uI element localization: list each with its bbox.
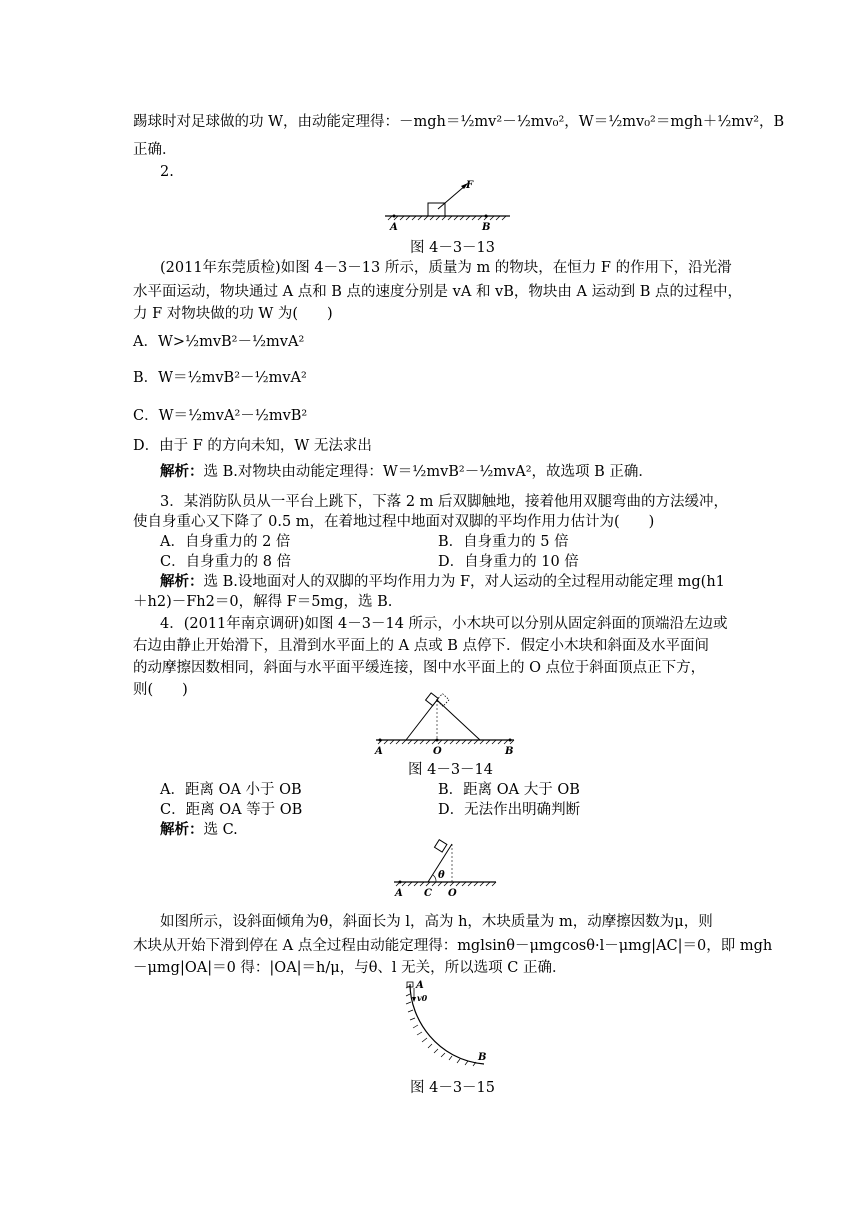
answer-text: ＋h2)－Fh2＝0，解得 F＝5mg，选 B. [133,594,393,610]
option-c: C．W＝½mvA²－½mvB² [133,408,308,424]
question-stem: 则( ) [133,682,188,698]
velocity-v0-label: v0 [417,993,428,1003]
option-c: C．自身重力的 8 倍 [160,554,292,570]
text-line: 正确． [133,142,177,158]
text-line: 踢球时对足球做的功 W，由动能定理得：－mgh＝½mv²－½mv₀²，W＝½mv₀²＝mgh＋½mv²，B [133,114,785,130]
option-b: B．自身重力的 5 倍 [438,534,569,550]
answer-label: 解析： [160,821,204,838]
question-stem: (2011年东莞质检)如图 4－3－13 所示，质量为 m 的物块，在恒力 F 的作用下，沿光滑 [160,260,732,276]
option-a: A．W>½mvB²－½mvA² [133,334,305,350]
question-stem: 的动摩擦因数相同，斜面与水平面平缓连接，图中水平面上的 O 点位于斜面顶点正下方， [133,660,706,676]
angle-theta-label: θ [438,870,445,881]
answer [160,820,238,840]
question-stem: 力 F 对物块做的功 W 为( ) [133,306,333,322]
force-f-label: F [466,180,474,191]
question-number: 2. [160,164,174,180]
point-a-label: A [390,222,398,233]
option-a: A．距离 OA 小于 OB [160,782,302,798]
explanation-text: －μmg|OA|＝0 得：|OA|＝h/μ，与θ、l 无关，所以选项 C 正确． [133,960,567,976]
option-d: D．由于 F 的方向未知，W 无法求出 [133,438,372,454]
figure-explanation [390,836,500,900]
option-b: B．距离 OA 大于 OB [438,782,580,798]
question-stem: 水平面运动，物块通过 A 点和 B 点的速度分别是 vA 和 vB，物块由 A 运动到 B 点的过程中， [133,284,742,300]
question-stem: 3．某消防队员从一平台上跳下，下落 2 m 后双脚触地，接着他用双腿弯曲的方法缓冲， [160,494,729,510]
answer-text: 选 C. [203,822,238,838]
option-c: C．距离 OA 等于 OB [160,802,303,818]
explanation-text: 木块从开始下滑到停在 A 点全过程由动能定理得：mglsinθ－μmgcosθ·l－μmg|AC|＝0，即 mgh [133,938,773,954]
option-d: D．无法作出明确判断 [438,802,581,818]
point-o-label: O [448,888,457,899]
question-stem: 4．(2011年南京调研)如图 4－3－14 所示，小木块可以分别从固定斜面的顶端沿左边或 [160,616,728,632]
question-stem: 使自身重心又下降了 0.5 m，在着地过程中地面对双脚的平均作用力估计为( ) [133,514,655,530]
answer-label: 解析： [160,463,204,480]
point-b-label: B [478,1052,487,1063]
option-b: B．W＝½mvB²－½mvA² [133,370,307,386]
answer [160,572,725,592]
option-d: D．自身重力的 10 倍 [438,554,579,570]
figure-4-3-15 [398,980,498,1074]
point-b-label: B [505,746,514,756]
figure-caption: 图 4－3－13 [410,240,496,256]
figure-caption: 图 4－3－14 [408,762,494,778]
point-a-label: A [416,980,424,991]
figure-caption: 图 4－3－15 [410,1080,496,1096]
figure-4-3-14 [370,692,520,756]
point-o-label: O [433,746,442,756]
answer-text: 选 B.设地面对人的双脚的平均作用力为 F，对人运动的全过程用动能定理 mg(h1 [203,574,725,590]
option-a: A．自身重力的 2 倍 [160,534,291,550]
answer-label: 解析： [160,573,204,590]
question-stem: 右边由静止开始滑下，且滑到水平面上的 A 点或 B 点停下．假定小木块和斜面及水平面间 [133,638,710,654]
point-c-label: C [424,888,432,899]
figure-4-3-13 [380,176,520,236]
answer-text: 选 B.对物块由动能定理得：W＝½mvB²－½mvA²，故选项 B 正确． [203,464,653,480]
point-a-label: A [375,746,383,756]
answer [160,462,653,482]
point-b-label: B [482,222,491,233]
explanation-text: 如图所示，设斜面倾角为θ，斜面长为 l，高为 h，木块质量为 m，动摩擦因数为μ，则 [160,914,713,930]
point-a-label: A [395,888,403,899]
